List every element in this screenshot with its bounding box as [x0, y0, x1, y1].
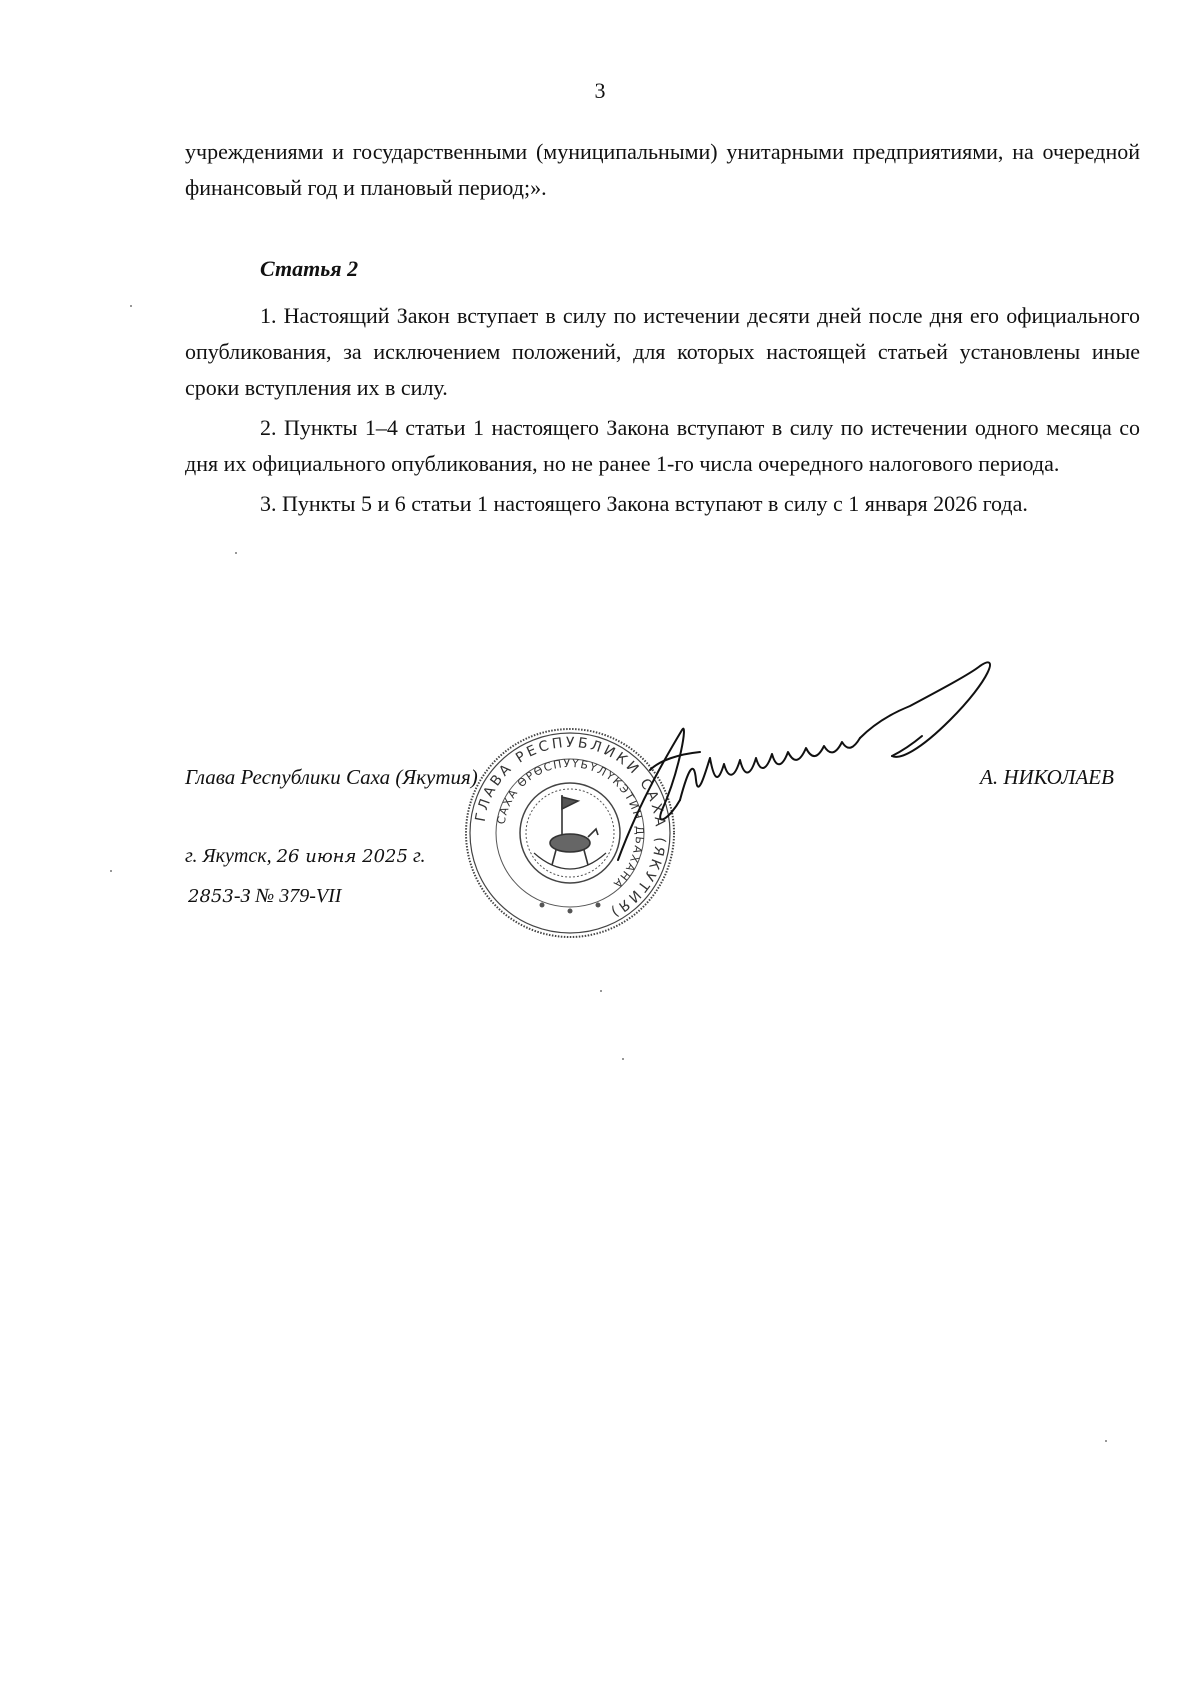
law-number-suffix: -З № 379-VII — [233, 885, 342, 907]
date-suffix: г. — [407, 845, 426, 867]
seal-inner-text: САХА ӨРӨСПУҮБҮЛҮКЭТИН ДЬАХАНА — [494, 756, 647, 892]
handwritten-date: 26 июня 2025 — [276, 846, 408, 867]
scan-speck — [622, 1058, 624, 1060]
place-and-date — [185, 845, 426, 868]
place-prefix: г. Якутск, — [185, 845, 277, 867]
continuation-paragraph: учреждениями и государственными (муниципальными) унитарными предприятиями, на очередной финансовый год и плановый период;». — [185, 139, 1140, 200]
scan-speck — [1105, 1440, 1107, 1442]
scan-speck — [130, 305, 132, 307]
law-number — [188, 885, 341, 908]
signer-name: А. НИКОЛАЕВ — [980, 765, 1114, 789]
handwritten-law-number: 2853 — [188, 886, 234, 907]
scan-speck — [110, 870, 112, 872]
article-paragraph-1: 1. Настоящий Закон вступает в силу по истечении десяти дней после дня его официального опубликования, за исключением положений, для которых настоящей статьей установлены иные сроки вступления их в силу. — [185, 303, 1140, 400]
scan-speck — [235, 552, 237, 554]
page-number: 3 — [594, 78, 606, 103]
scan-speck — [600, 990, 602, 992]
article-title: Статья 2 — [260, 256, 359, 281]
article-body — [185, 298, 1140, 526]
signer-title: Глава Республики Саха (Якутия) — [185, 765, 478, 789]
seal-outer-text: ГЛАВА РЕСПУБЛИКИ САХА (ЯКУТИЯ) — [472, 734, 669, 921]
seal-emblem-icon — [534, 795, 606, 869]
article-paragraph-3: 3. Пункты 5 и 6 статьи 1 настоящего Закона вступают в силу с 1 января 2026 года. — [260, 491, 1028, 516]
article-paragraph-2: 2. Пункты 1–4 статьи 1 настоящего Закона вступают в силу по истечении одного месяца со дня их официального опубликования, но не ранее 1-го числа очередного налогового периода. — [185, 415, 1140, 476]
handwritten-signature — [610, 660, 1010, 880]
